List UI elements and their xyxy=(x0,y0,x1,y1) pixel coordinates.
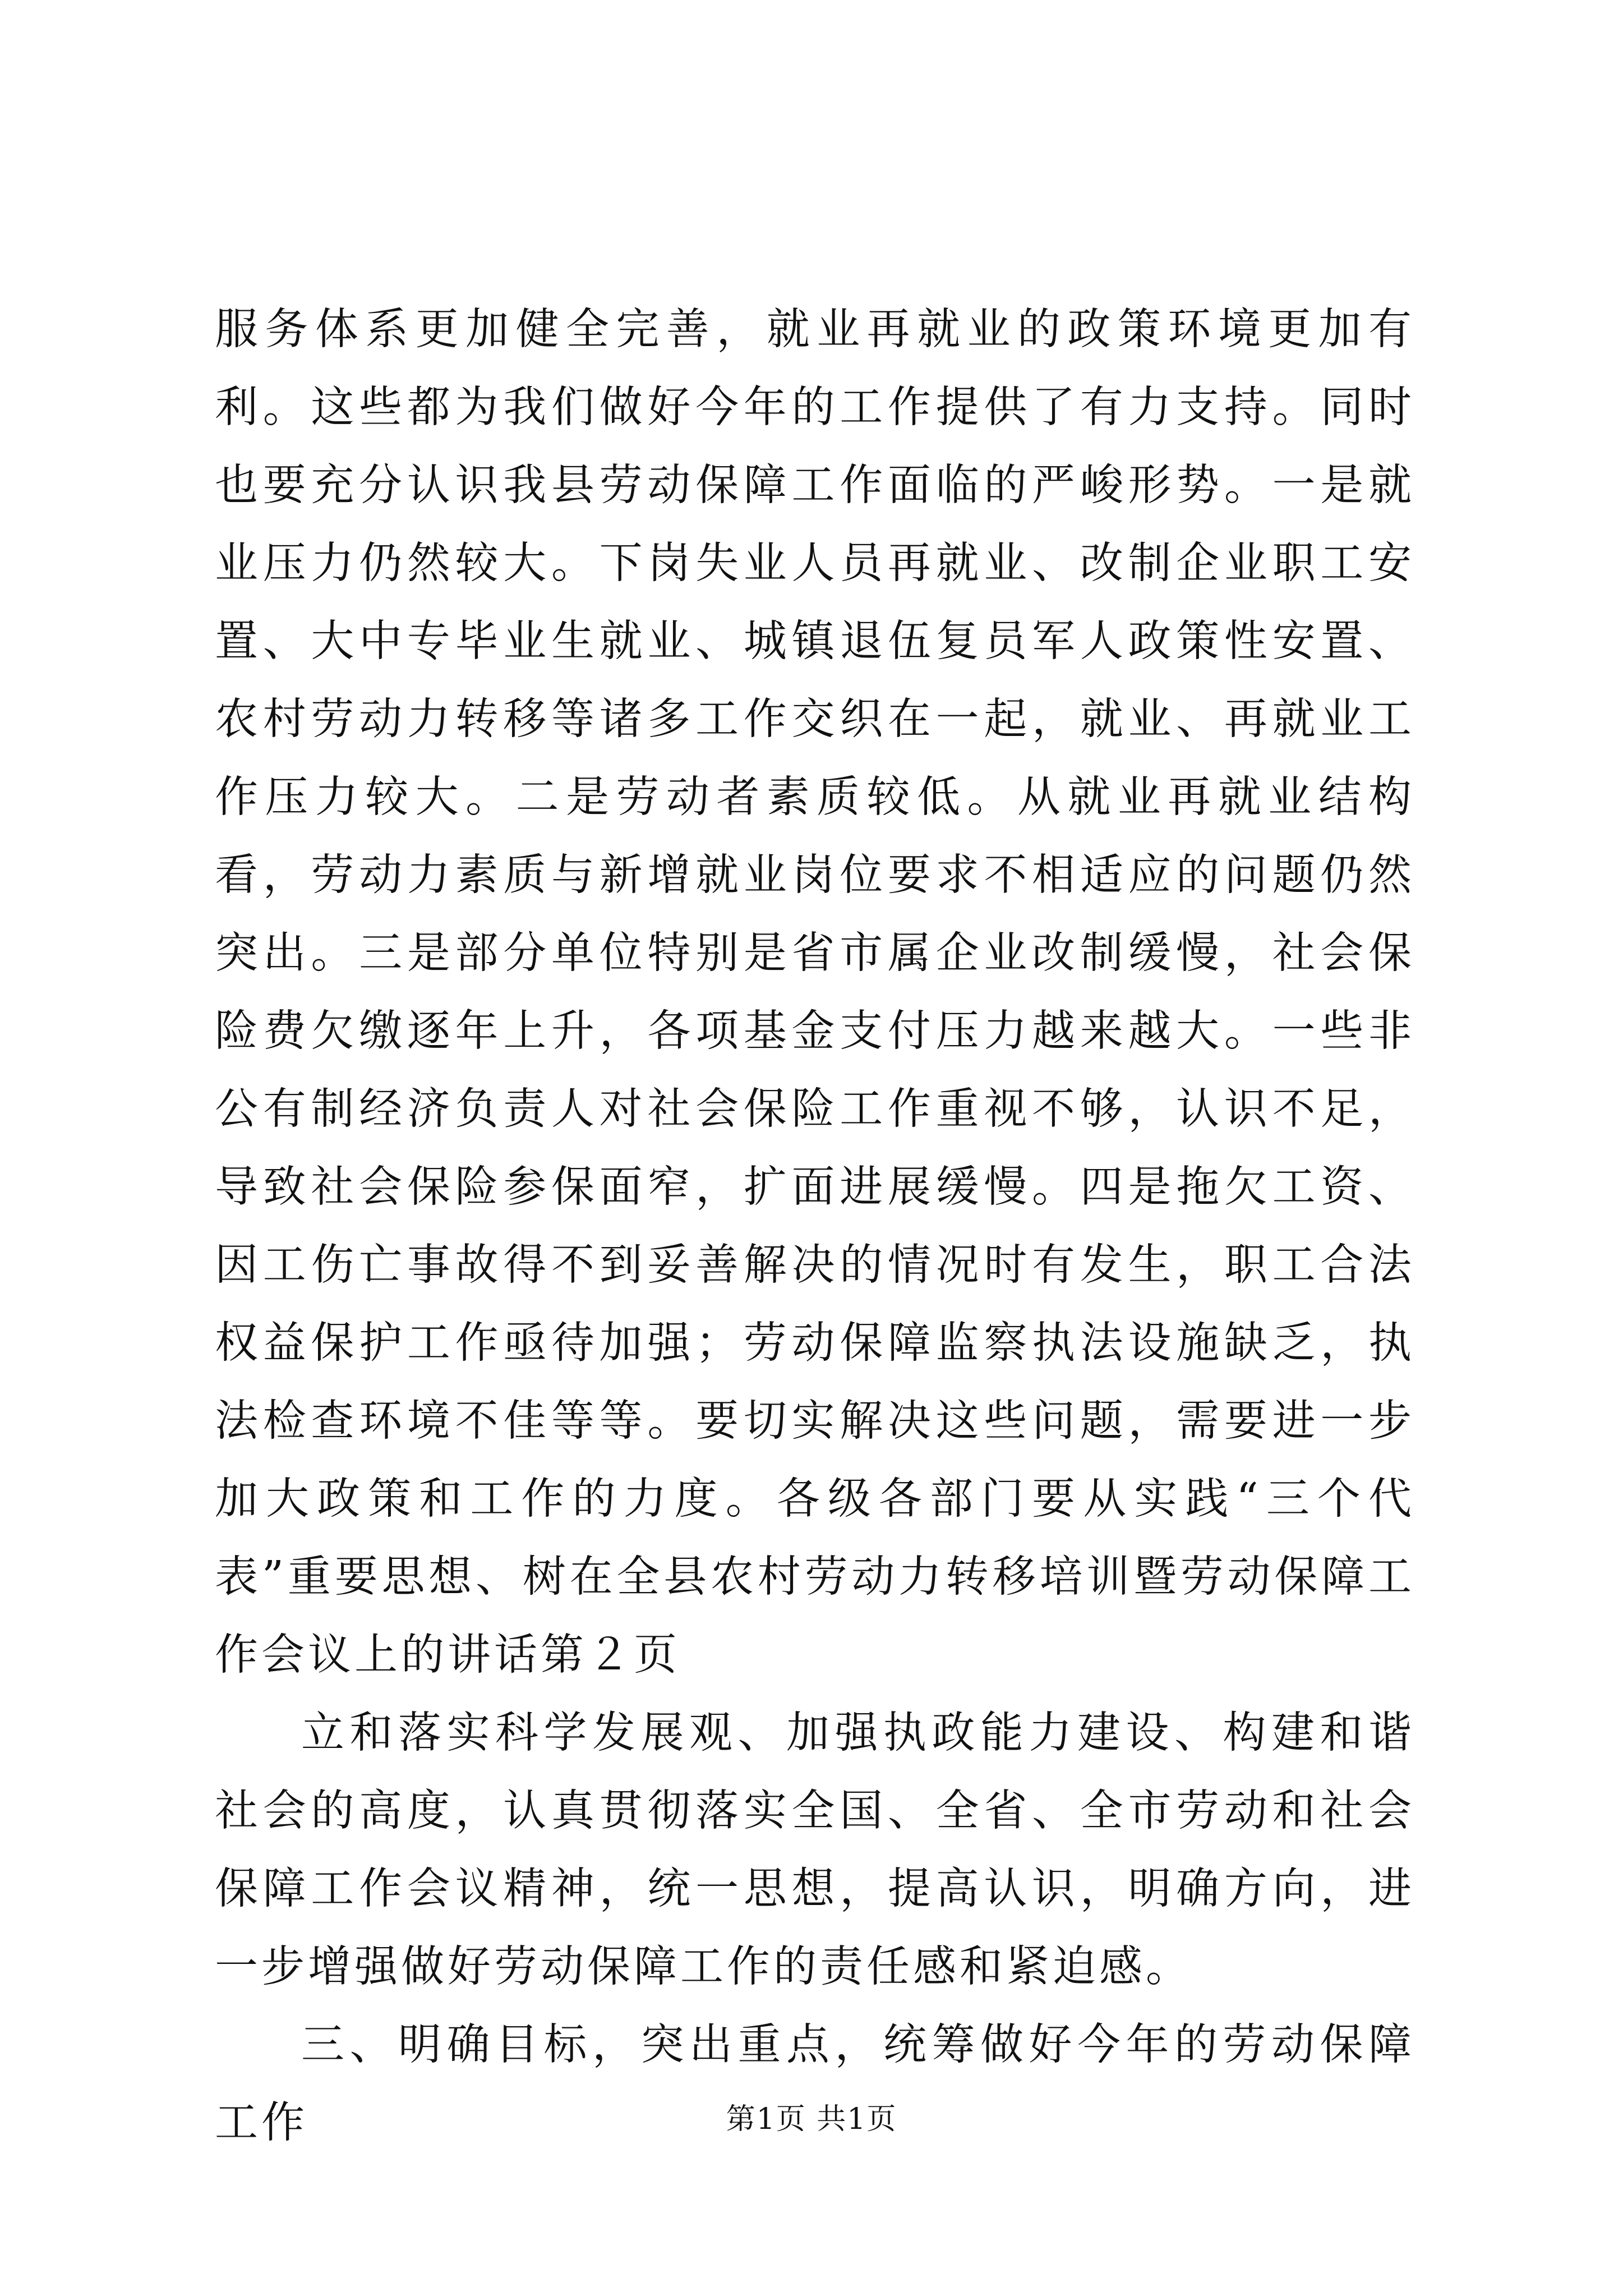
section-heading: 三、明确目标，突出重点，统筹做好今年的劳动保障工作 xyxy=(215,2020,1415,2148)
paragraph-body: 立和落实科学发展观、加强执政能力建设、构建和谐社会的高度，认真贯彻落实全国、全省、全市劳动和社会保障工作会议精神，统一思想，提高认识，明确方向，进一步增强做好劳动保障工作的责任感和紧迫感。 xyxy=(215,1708,1415,1992)
page-footer: 第1页 共1页 xyxy=(726,2102,897,2136)
document-body xyxy=(215,291,1415,2162)
paragraph-continuation: 服务体系更加健全完善，就业再就业的政策环境更加有利。这些都为我们做好今年的工作提供了有力支持。同时也要充分认识我县劳动保障工作面临的严峻形势。一是就业压力仍然较大。下岗失业人员再就业、改制企业职工安置、大中专毕业生就业、城镇退伍复员军人政策性安置、农村劳动力转移等诸多工作交织在一起，就业、再就业工作压力较大。二是劳动者素质较低。从就业再就业结构看，劳动力素质与新增就业岗位要求不相适应的问题仍然突出。三是部分单位特别是省市属企业改制缓慢，社会保险费欠缴逐年上升，各项基金支付压力越来越大。一些非公有制经济负责人对社会保险工作重视不够，认识不足，导致社会保险参保面窄，扩面进展缓慢。四是拖欠工资、因工伤亡事故得不到妥善解决的情况时有发生，职工合法权益保护工作亟待加强；劳动保障监察执法设施缺乏，执法检查环境不佳等等。要切实解决这些问题，需要进一步加大政策和工作的力度。各级各部门要从实践“三个代表”重要思想、树在全县农村劳动力转移培训暨劳动保障工作会议上的讲话第２页 xyxy=(215,305,1415,1680)
